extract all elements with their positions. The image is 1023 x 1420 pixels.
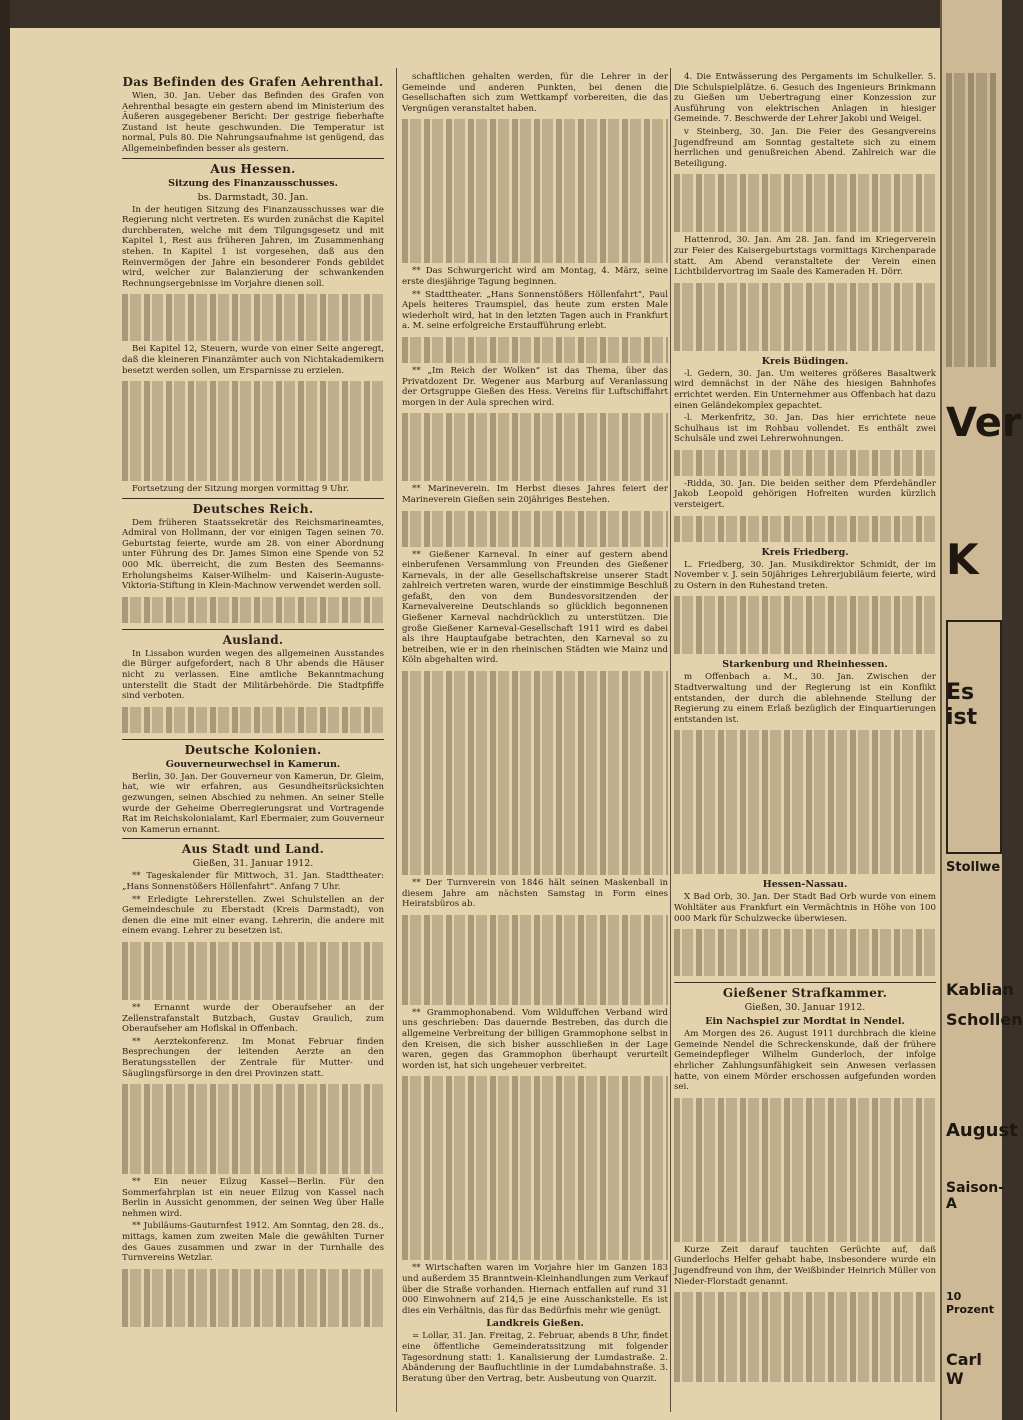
paragraph: schaftlichen gehalten werden, für die Lehrer in der Gemeinde und anderen Punkten, bei denen die Gesellschaften sich zum Wettkampf vorbereiten, die das Vergnügen veranstaltet haben. [402, 72, 668, 114]
text-lines [402, 1073, 668, 1263]
paragraph: ** Marineverein. Im Herbst dieses Jahres feiert der Marineverein Gießen sein 20jähriges Bestehen. [402, 484, 668, 505]
paragraph: Hattenrod, 30. Jan. Am 28. Jan. fand im Kriegerverein zur Feier des Kaisergeburtstags vormittags Kirchenparade statt. Am Abend veranstaltete der Verein einen Lichtbildervortrag im Saale des Kameraden H. Dörr. [674, 235, 936, 278]
text-lines [674, 1289, 936, 1385]
section-heading: Deutsches Reich. [192, 501, 314, 516]
ad-headline: Es ist [946, 680, 978, 730]
article-subtitle: Ein Nachspiel zur Mordtat in Nendel. [705, 1016, 905, 1028]
paragraph: ** Wirtschaften waren im Vorjahre hier im Ganzen 183 und außerdem 35 Branntwein-Kleinhandlungen zum Verkauf über die Straße vorhanden. Hiernach entfallen auf rund 31 000 Einwohnern auf 214,5 je eine Ausschankstelle. Es ist dies ein Verhältnis, das für das Bedürfnis mehr wie genügt. [402, 1263, 668, 1316]
section-heading: Ausland. [222, 632, 284, 647]
text-lines [402, 508, 668, 550]
section-divider [122, 629, 384, 630]
paragraph: ** „Im Reich der Wolken“ ist das Thema, über das Privatdozent Dr. Wegener aus Marburg auf Veranlassung der Ortsgruppe Gießen des Hess. Vereins für Luftschiffahrt morgen in der Aula sprechen wird. [402, 365, 668, 408]
text-lines [402, 334, 668, 366]
district-heading: Kreis Friedberg. [761, 546, 849, 558]
article-body: Dem früheren Staatssekretär des Reichsmarineamtes, Admiral von Hollmann, der vor einigen Tagen seinen 70. Geburtstag feierte, wurde am 28. von einer Abordnung unter Führung des Dr. James Simon eine Spende von 52 000 Mk. überreicht, die zum Besten des Seemanns-Erholungsheims Kaiser-Wilhelm- und Kaiserin-Auguste-Viktoria-Stiftung in Klein-Machnow verwendet werden soll. [122, 517, 384, 592]
text-lines [674, 171, 936, 235]
article-subtitle: Gouverneurwechsel in Kamerun. [165, 758, 341, 770]
text-lines [402, 410, 668, 484]
paragraph: Kurze Zeit darauf tauchten Gerüchte auf, daß Gunderlochs Helfer gehabt habe, insbesondere wurde ein Jugendfreund von ihm, der Weißbinder Heinrich Müller von Nieder-Florstadt genannt. [674, 1244, 936, 1287]
paragraph: ** Ein neuer Eilzug Kassel—Berlin. Für den Sommerfahrplan ist ein neuer Eilzug von Kassel nach Berlin in Aussicht genommen, der seinen Weg über Halle nehmen wird. [122, 1177, 384, 1219]
column-rule [396, 68, 397, 1412]
text-lines [122, 939, 384, 1003]
paragraph: -l. Gedern, 30. Jan. Um weiteres größeres Basaltwerk wird demnächst in der Nähe des hiesigen Bahnhofes errichtet werden. Ein Unternehmer aus Offenbach hat dazu einen Geländekomplex gepachtet. [674, 368, 936, 411]
paragraph: ** Das Schwurgericht wird am Montag, 4. März, seine erste diesjährige Tagung beginnen. [402, 266, 668, 287]
ad-headline: Schollen [946, 1010, 1023, 1029]
ad-headline: Kablian [946, 980, 1014, 999]
paragraph: Am Morgen des 26. August 1911 durchbrach die kleine Gemeinde Nendel die Schreckenskunde, daß der frühere Gemeindepfleger Wilhelm Gunderloch, der infolge ehrlicher Zahlungsunfähigkeit sein Anwesen verlassen hatte, von einem Mörder erschossen aufgefunden worden sei. [674, 1029, 936, 1093]
paragraph: ** Der Turnverein von 1846 hält seinen Maskenball in diesem Jahre am nächsten Samstag in Form eines Heiratsbüros ab. [402, 878, 668, 910]
ad-headline: Ver [946, 400, 1022, 446]
article-body: Berlin, 30. Jan. Der Gouverneur von Kamerun, Dr. Gleim, hat, wie wir erfahren, aus Gesundheitsrücksichten gezwungen, seinen Abschied zu nehmen. An seiner Stelle wurde der Geheime Oberregierungsrat und Vortragende Rat im Reichskolonialamt, Karl Ebermaier, zum Gouverneur von Kamerun ernannt. [122, 771, 384, 835]
district-heading: Starkenburg und Rheinhessen. [722, 659, 888, 671]
paragraph: m Offenbach a. M., 30. Jan. Zwischen der Stadtverwaltung und der Regierung ist ein Konflikt entstanden, der durch die ablehnende Stellung der Regierung zu einem Erlaß bezüglich der Einquartierungen entstanden ist. [674, 672, 936, 725]
text-lines [674, 280, 936, 354]
text-lines [674, 727, 936, 877]
paragraph: ** Tageskalender für Mittwoch, 31. Jan. Stadttheater: „Hans Sonnenstößers Höllenfahrt“. Anfang 7 Uhr. [122, 871, 384, 892]
text-lines [122, 594, 384, 626]
ad-frame [946, 620, 1002, 854]
section-heading: Deutsche Kolonien. [184, 742, 322, 757]
section-divider [674, 982, 936, 983]
district-heading: Landkreis Gießen. [486, 1318, 584, 1330]
article-body: In Lissabon wurden wegen des allgemeinen Ausstandes die Bürger aufgefordert, nach 8 Uhr abends die Häuser nicht zu verlassen. Eine amtliche Bekanntmachung unterstellt die Stadt der Militärbehörde. Die Stadtpfiffe sind verboten. [122, 648, 384, 702]
district-heading: Hessen-Nassau. [762, 879, 848, 891]
text-lines [946, 70, 998, 370]
paragraph: ** Gießener Karneval. In einer auf gestern abend einberufenen Versammlung von Freunden des Gießener Karnevals, in der alle Gesellschaftskreise unserer Stadt zahlreich vertreten waren, wurde der einstimmige Beschluß gefaßt, den von dem Bundesvorsitzenden der Karnevalvereine Deutschlands so glücklich begonnenen Gießener Karneval nachdrücklich zu unterstützen. Die große Gießener Karneval-Gesellschaft 1911 wird es dabei als ihre Hauptaufgabe betrachten, den Karneval so zu betreiben, wie er in den rheinischen Städten wie Mainz und Köln abgehalten wird. [402, 549, 668, 666]
text-lines [674, 1095, 936, 1245]
paragraph: ** Stadttheater. „Hans Sonnenstößers Höllenfahrt“, Paul Apels heiteres Traumspiel, das heute zum ersten Male wiederholt wird, hat in den letzten Tagen auch in Frankfurt a. M. seine erfolgreiche Erstaufführung erlebt. [402, 289, 668, 332]
text-lines [674, 447, 936, 479]
book-binding [0, 0, 10, 1420]
column-3 [674, 72, 936, 1385]
column-rule [670, 68, 671, 1412]
text-lines [122, 378, 384, 484]
paragraph: X Bad Orb, 30. Jan. Der Stadt Bad Orb wurde von einem Wohltäter aus Frankfurt ein Vermächtnis in Höhe von 100 000 Mark für Schulzwecke überwiesen. [674, 892, 936, 924]
ad-headline: Carl W [946, 1350, 982, 1388]
newspaper-page [10, 28, 940, 1420]
paragraph: ** Erledigte Lehrerstellen. Zwei Schulstellen an der Gemeindeschule zu Eberstadt (Kreis Darmstadt), von denen die eine mit einer evang. Lehrerin, die andere mit einem evang. Lehrer zu besetzen ist. [122, 894, 384, 937]
text-lines [674, 926, 936, 979]
text-lines [674, 593, 936, 657]
paragraph: ** Grammophonabend. Vom Wilduffchen Verband wird uns geschrieben: Das dauernde Bestreben, das durch die allgemeine Verbreitung der billigen Grammophone selbst in den Kreisen, die sich bisher ausschließen in der Lage waren, gegen das Grammophon überhaupt verurteilt worden ist, hat sich ungeheuer verbreitet. [402, 1007, 668, 1071]
paragraph: -Ridda, 30. Jan. Die beiden seither dem Pferdehändler Jakob Leopold gehörigen Hofreiten wurden kürzlich versteigert. [674, 478, 936, 511]
article-subtitle: Sitzung des Finanzausschusses. [168, 177, 338, 189]
ad-headline: Saison-A [946, 1180, 1005, 1212]
paragraph: 4. Die Entwässerung des Pergaments im Schulkeller. 5. Die Schulspielplätze. 6. Gesuch des Ingenieurs Brinkmann zu Gießen um Uebertragung einer Konzession zur Ausführung von elektrischen Anlagen in hiesiger Gemeinde. 7. Beschwerde der Lehrer Jakobi und Weigel. [674, 72, 936, 125]
dateline: Gießen, 30. Januar 1912. [744, 1002, 866, 1014]
ad-headline: 10 Prozent [946, 1290, 994, 1316]
section-divider [122, 158, 384, 159]
paragraph: L. Friedberg, 30. Jan. Musikdirektor Schmidt, der im November v. J. sein 50jähriges Lehrerjubiläum feierte, wird zu Ostern in den Ruhestand treten. [674, 559, 936, 591]
paragraph: ** Aerztekonferenz. Im Monat Februar finden Besprechungen der leitenden Aerzte an den Beratungsstellen der Zentrale für Mutter- und Säuglingsfürsorge in den drei Provinzen statt. [122, 1036, 384, 1079]
ad-headline: Stollwe [946, 860, 1001, 875]
paragraph: = Lollar, 31. Jan. Freitag, 2. Februar, abends 8 Uhr, findet eine öffentliche Gemeinderatssitzung mit folgender Tagesordnung statt: 1. Kanalisierung der Lumdastraße. 2. Abänderung der Baufluchtlinie in der Lumdabahnstraße. 3. Beratung über den Vertrag, betr. Ausbeutung von Quarzit. [402, 1331, 668, 1384]
section-divider [122, 739, 384, 740]
closing-line: Fortsetzung der Sitzung morgen vormittag 9 Uhr. [132, 484, 349, 495]
dateline: bs. Darmstadt, 30. Jan. [197, 191, 309, 203]
section-heading: Aus Hessen. [210, 161, 296, 176]
dateline: Gießen, 31. Januar 1912. [192, 858, 314, 870]
ad-headline: August [946, 1120, 1018, 1141]
column-1 [122, 72, 384, 1330]
text-lines [402, 912, 668, 1008]
text-lines [122, 1266, 384, 1330]
section-divider [122, 838, 384, 839]
paragraph: In der heutigen Sitzung des Finanzausschusses war die Regierung nicht vertreten. Es wurden zunächst die Kapitel durchberaten, welche mit dem Tilgungsgesetz und mit Kapitel 1, Rest aus früheren Jahren, im Zusammenhang stehen. In Kapitel 1 ist vorgesehen, daß aus den Reinvermögen der Jahre ein besonderer Fonds gebildet wird, welcher zur Balanzierung der schwankenden Rechnungsergebnisse im Vorjahre dienen soll. [122, 204, 384, 289]
paragraph: ** Jubiläums-Gauturnfest 1912. Am Sonntag, den 28. ds., mittags, kamen zum zweiten Male die gewählten Turner des Gaues zusammen und zwar in der Turnhalle des Turnvereins Wetzlar. [122, 1221, 384, 1264]
ad-headline: K [946, 535, 979, 584]
paragraph: Bei Kapitel 12, Steuern, wurde von einer Seite angeregt, daß die kleineren Finanzämter auch von Nichtakademikern besetzt werden sollen, um Ersparnisse zu erzielen. [122, 344, 384, 376]
text-lines [402, 116, 668, 266]
section-heading: Aus Stadt und Land. [181, 842, 325, 857]
paragraph: -l. Merkenfritz, 30. Jan. Das hier errichtete neue Schulhaus ist im Rohbau vollendet. Es enthält zwei Schulsäle und zwei Lehrerwohnungen. [674, 413, 936, 445]
article-title: Das Befinden des Grafen Aehrenthal. [122, 75, 384, 89]
column-2 [402, 72, 668, 1386]
district-heading: Kreis Büdingen. [761, 355, 849, 367]
section-divider [122, 498, 384, 499]
text-lines [122, 291, 384, 344]
adjacent-page-edge [940, 0, 1023, 1420]
paragraph: ** Ernannt wurde der Oberaufseher an der Zellenstrafanstalt Butzbach, Gustav Graulich, zum Oberaufseher am Hoflskal in Offenbach. [122, 1002, 384, 1035]
section-heading: Gießener Strafkammer. [722, 986, 888, 1001]
article-body: Wien, 30. Jan. Ueber das Befinden des Grafen von Aehrenthal besagte ein gestern abend im Ministerium des Äußeren ausgegebener Bericht: Der gestrige fieberhafte Zustand ist heute geschwunden. Die Temperatur ist normal, Puls 80. Die Nahrungsaufnahme ist genügend, das Allgemeinbefinden besser als gestern. [122, 91, 384, 154]
text-lines [674, 513, 936, 545]
text-lines [122, 1081, 384, 1177]
text-lines [122, 704, 384, 736]
text-lines [402, 668, 668, 878]
paragraph: v Steinberg, 30. Jan. Die Feier des Gesangvereins Jugendfreund am Sonntag gestaltete sich zu einem herrlichen und genußreichen Abend. Zahlreich war die Beteiligung. [674, 126, 936, 169]
